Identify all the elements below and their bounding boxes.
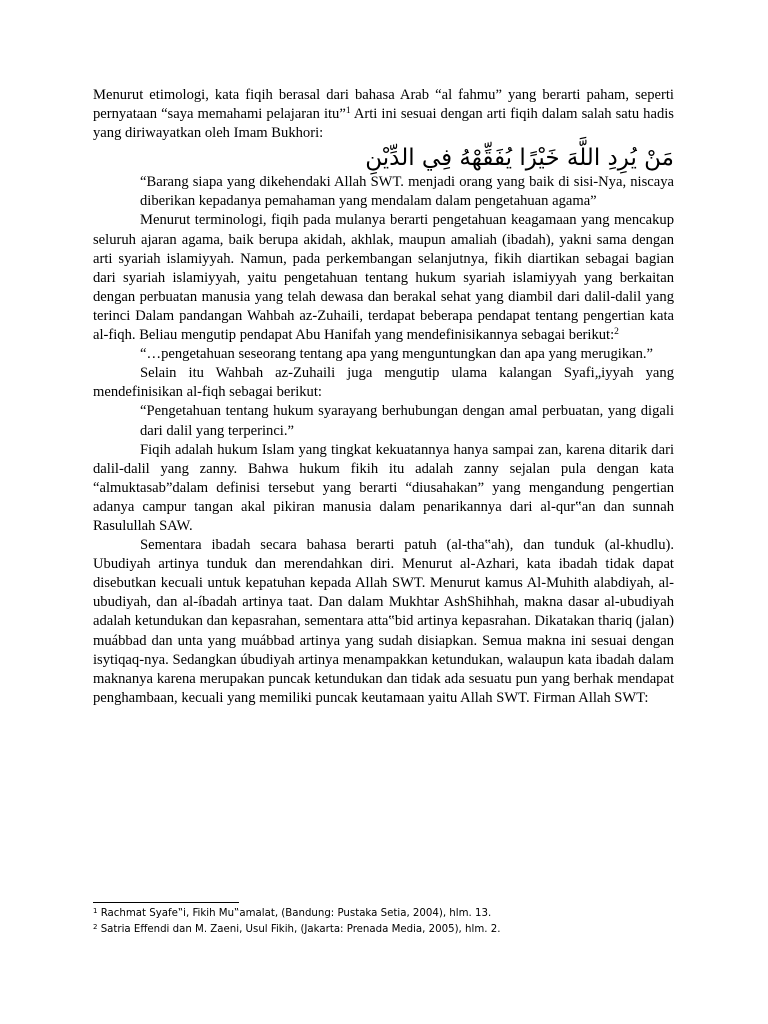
footnote-text: Satria Effendi dan M. Zaeni, Usul Fikih, (Jakarta: Prenada Media, 2005), hlm. 2.: [97, 923, 501, 935]
footnote-ref-2: 2: [614, 327, 619, 338]
paragraph-text: Menurut terminologi, fiqih pada mulanya berarti pengetahuan keagamaan yang mencakup seluruh ajaran agama, baik berupa akidah, akhlak, maupun amaliah (ibadah), yakni sama dengan arti syariah islamiyyah. Namun, pada perkembangan selanjutnya, fikih diartikan sebagai bagian dari syariah islamiyyah, yaitu pengetahuan tentang hukum syariah islamiyyah yang berkaitan dengan perbuatan manusia yang telah dewasa dan berakal sehat yang diambil dari dalil-dalil yang terinci Dalam pandangan Wahbah az-Zuhaili, terdapat beberapa pendapat tentang pengertian kata al-fiqh. Beliau mengutip pendapat Abu Hanifah yang mendefinisikannya sebagai berikut:: [93, 212, 674, 344]
paragraph-etimologi: [93, 86, 674, 143]
paragraph-terminologi: [93, 211, 674, 345]
footnote-text: Rachmat Syafe‟i, Fikih Mu‟amalat, (Bandung: Pustaka Setia, 2004), hlm. 13.: [97, 908, 492, 919]
paragraph-fiqih-hukum: Fiqih adalah hukum Islam yang tingkat kekuatannya hanya sampai zan, karena ditarik dari dalil-dalil yang zanny. Bahwa hukum fikih itu adalah zanny sejalan pula dengan kata “almuktasab”dalam definisi tersebut yang berarti “diusahakan” yang mengandung pengertian adanya campur tangan akal pikiran manusia dalam penarikannya dari al-qur‟an dan sunnah Rasulullah SAW.: [93, 441, 674, 534]
footnote-ref-1: 1: [345, 106, 351, 117]
footnote-1: [93, 906, 674, 922]
paragraph-syafiiyyah: Selain itu Wahbah az-Zuhaili juga mengutip ulama kalangan Syafi„iyyah yang mendefinisikan al-fiqh sebagai berikut:: [93, 365, 674, 401]
paragraph-ibadah: Sementara ibadah secara bahasa berarti patuh (al-tha‟ah), dan tunduk (al-khudlu). Ubudiyah artinya tunduk dan merendahkan diri. Menurut al-Azhari, kata ibadah tidak dapat disebutkan kecuali untuk kepatuhan kepada Allah SWT. Menurut kamus Al-Muhith alabdiyah, al-ubudiyah, dan al-íbadah artinya taat. Dan dalam Mukhtar AshShihhah, makna dasar al-ubudiyah adalah ketundukan dan kepasrahan, sementara atta‟bid artinya kepasrahan. Dikatakan thariq (jalan) muábbad dan unta yang muábbad artinya yang sudah disiapkan. Semua makna ini sesuai dengan isytiqaq-nya. Sedangkan úbudiyah artinya menampakkan ketundukan, walaupun kata ibadah dalam maknanya karena merupakan puncak ketundukan dan tidak ada sesuatu pun yang berhak mendapat penghambaan, kecuali yang memiliki puncak keutamaan yaitu Allah SWT. Firman Allah SWT:: [93, 537, 674, 706]
footnote-number: 2: [93, 922, 98, 931]
footnote-number: 1: [93, 907, 98, 915]
quote-syafiiyyah: “Pengetahuan tentang hukum syarayang berhubungan dengan amal perbuatan, yang digali dari dalil yang terperinci.”: [140, 403, 674, 439]
hadith-translation: “Barang siapa yang dikehendaki Allah SWT. menjadi orang yang baik di sisi-Nya, niscaya diberikan kepadanya pemahaman yang mendalam dalam pengetahuan agama”: [140, 174, 674, 210]
paragraph-text: Menurut etimologi, kata fiqih berasal dari bahasa Arab “al fahmu” yang berarti paham, seperti pernyataan “saya memahami pelajaran itu”: [93, 87, 674, 123]
document-body: [93, 86, 674, 708]
arabic-hadith: مَنْ يُرِدِ اللَّهَ خَيْرًا يُفَقِّهْهُ فِي الدِّيْنِ: [365, 145, 674, 172]
quote-abu-hanifah: “…pengetahuan seseorang tentang apa yang menguntungkan dan apa yang merugikan.”: [140, 346, 654, 363]
paragraph-text: Arti ini sesuai dengan arti fiqih dalam salah satu hadis yang diriwayatkan oleh Imam Bukhori:: [93, 106, 674, 142]
footnote-separator: [93, 902, 239, 903]
footnote-2: [93, 922, 674, 938]
footnotes: [93, 906, 674, 937]
